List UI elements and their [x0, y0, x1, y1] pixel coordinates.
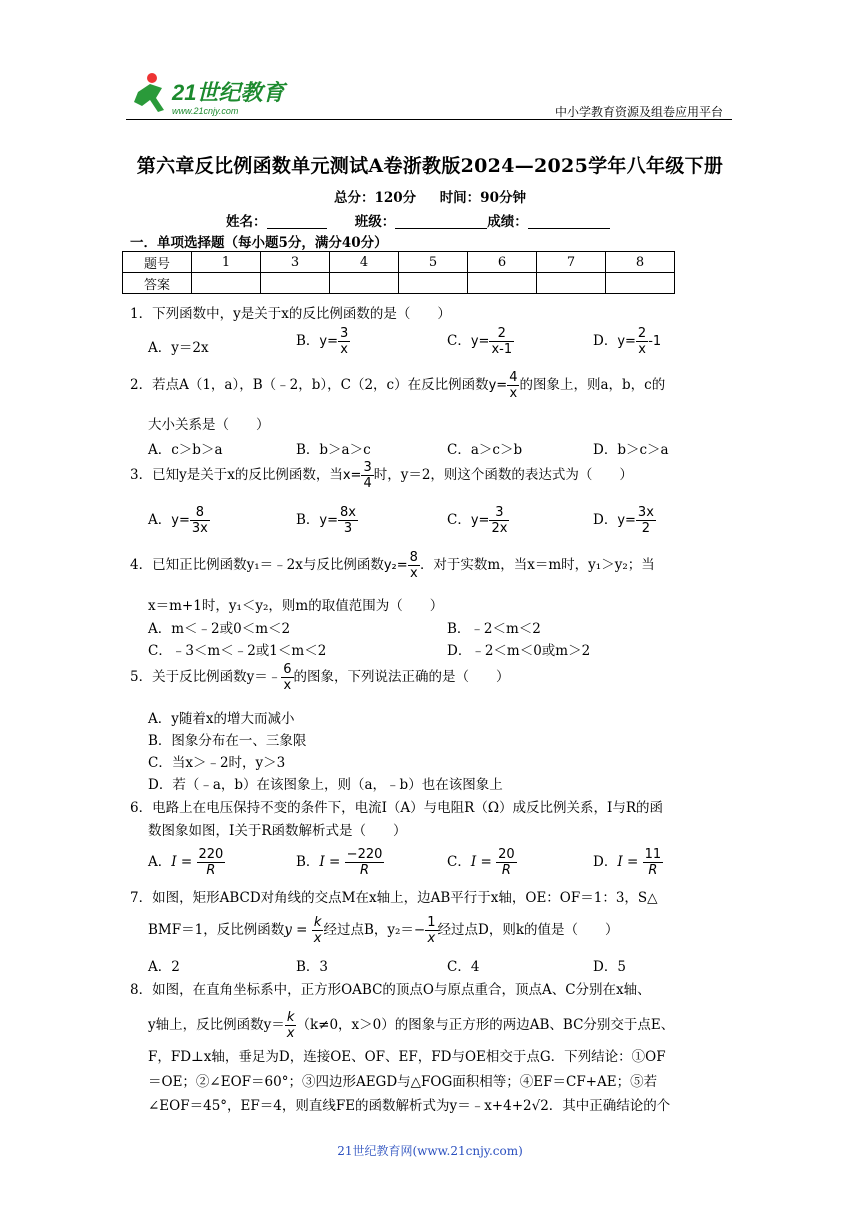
exam-time: 时间：90分钟 [439, 190, 526, 206]
header-divider [126, 119, 732, 120]
q1-option-b: B．y= $\frac{3}{x}$ [296, 326, 349, 357]
table-cell: 4 [330, 252, 399, 273]
q5-option-a: A．y随着x的增大而减小 [148, 711, 295, 727]
name-blank [267, 214, 327, 229]
table-row [123, 252, 675, 273]
q7-option-a: A．2 [148, 959, 180, 975]
table-cell: 7 [537, 252, 606, 273]
question-8-line5: ∠EOF＝45°，EF＝4，则直线FE的函数解析式为y＝﹣x+4+2√2．其中正确结论的个 [148, 1098, 671, 1114]
q2-option-d: D．b＞c＞a [593, 442, 669, 458]
question-8-line4: ＝OE；②∠EOF＝60°；③四边形AEGD与△FOG面积相等；④EF＝CF+AE；⑤若 [148, 1074, 658, 1090]
question-4-line2: x＝m+1时，y₁＜y₂，则m的取值范围为（ ） [148, 598, 444, 614]
question-1-stem: 1．下列函数中，y是关于x的反比例函数的是（ ） [130, 306, 451, 322]
q7-option-c: C．4 [447, 959, 480, 975]
class-blank [395, 214, 487, 229]
score-blank [528, 214, 610, 229]
q5-option-b: B．图象分布在一、三象限 [148, 733, 307, 749]
q4-option-d: D．﹣2＜m＜0或m＞2 [447, 643, 591, 659]
page-title: 第六章反比例函数单元测试A卷浙教版2024—2025学年八年级下册 [136, 155, 724, 177]
answer-cell[interactable] [468, 273, 537, 294]
logo-text: 21世纪教育 [172, 80, 285, 105]
question-7-line1: 7．如图，矩形ABCD对角线的交点M在x轴上，边AB平行于x轴，OE：OF＝1：3，S△ [130, 890, 658, 906]
table-cell: 1 [192, 252, 261, 273]
q2-option-a: A．c＞b＞a [148, 442, 223, 458]
question-3-stem: 3．已知y是关于x的反比例函数，当x= $\frac{3}{4}$ 时，y＝2，则这个函数的表达式为（ ） [130, 460, 633, 491]
answer-cell[interactable] [606, 273, 675, 294]
logo-url: www.21cnjy.com [172, 106, 239, 116]
table-cell: 5 [399, 252, 468, 273]
q4-option-a: A．m＜﹣2或0＜m＜2 [148, 621, 291, 637]
class-label: 班级： [354, 214, 396, 230]
q1-option-d: D．y= $\frac{2}{x}$ -1 [593, 326, 662, 357]
question-4-stem: 4．已知正比例函数y₁＝﹣2x与反比例函数y₂= $\frac{8}{x}$ ．对于实数m，当x＝m时，y₁＞y₂；当 [130, 550, 655, 581]
question-6-line1: 6．电路上在电压保持不变的条件下，电流I（A）与电阻R（Ω）成反比例关系，I与R的函 [130, 800, 664, 816]
table-cell: 6 [468, 252, 537, 273]
answer-cell[interactable] [330, 273, 399, 294]
q3-option-b: B．y= $\frac{8x}{3}$ [296, 505, 356, 536]
question-5-stem: 5．关于反比例函数y＝﹣ $\frac{6}{x}$ 的图象，下列说法正确的是（ ） [130, 662, 510, 693]
q7-option-b: B．3 [296, 959, 329, 975]
score-label: 成绩： [487, 214, 528, 230]
section-heading: 一．单项选择题（每小题5分，满分40分） [130, 235, 388, 251]
q1-option-a: A．y＝2x [148, 340, 209, 356]
total-score: 总分：120分 [334, 190, 417, 206]
student-info [226, 210, 610, 230]
answer-cell[interactable] [261, 273, 330, 294]
q3-option-a: A．y= $\frac{8}{3x}$ [148, 505, 208, 536]
question-8-line3: F，FD⊥x轴，垂足为D，连接OE、OF、EF，FD与OE相交于点G．下列结论：①OF [148, 1049, 666, 1065]
q3-option-d: D．y= $\frac{3x}{2}$ [593, 505, 654, 536]
q7-option-d: D．5 [593, 959, 626, 975]
table-cell: 答案 [123, 273, 192, 294]
question-2-stem: 2．若点A（1，a），B（﹣2，b），C（2，c）在反比例函数y= $\frac{4}{x}$ 的图象上，则a，b，c的 [130, 370, 666, 401]
table-row [123, 273, 675, 294]
q5-option-c: C．当x＞﹣2时，y＞3 [148, 755, 286, 771]
q5-option-d: D．若（﹣a，b）在该图象上，则（a，﹣b）也在该图象上 [148, 777, 503, 793]
answer-table [122, 251, 675, 294]
question-8-line1: 8．如图，在直角坐标系中，正方形OABC的顶点O与原点重合，顶点A、C分别在x轴、 [130, 982, 651, 998]
question-8-line2: y轴上，反比例函数y＝ $\frac{k}{x}$ （k≠0，x＞0）的图象与正方形的两边AB、BC分别交于点E、 [148, 1010, 675, 1041]
table-cell: 题号 [123, 252, 192, 273]
table-cell: 8 [606, 252, 675, 273]
q2-option-b: B．b＞a＞c [296, 442, 371, 458]
q4-option-c: C．﹣3＜m＜﹣2或1＜m＜2 [148, 643, 327, 659]
q3-option-c: C．y= $\frac{3}{2x}$ [447, 505, 508, 536]
q1-option-c: C．y= $\frac{2}{x-1}$ [447, 326, 513, 357]
q2-option-c: C．a＞c＞b [447, 442, 523, 458]
q6-option-c: C．I = $\frac{20}{R}$ [447, 847, 515, 878]
exam-info [0, 186, 860, 206]
question-7-line2: BMF＝1，反比例函数y = $\frac{k}{x}$ 经过点B，y₂＝− $\frac{1}{x}$ 经过点D，则k的值是（ ） [148, 915, 619, 946]
footer-link[interactable]: 21世纪教育网(www.21cnjy.com) [337, 1144, 523, 1158]
q4-option-b: B．﹣2＜m＜2 [447, 621, 541, 637]
q6-option-b: B．I = $\frac{-220}{R}$ [296, 847, 383, 878]
logo [128, 70, 298, 118]
q6-option-d: D．I = $\frac{11}{R}$ [593, 847, 662, 878]
name-label: 姓名： [226, 214, 267, 230]
runner-icon [134, 73, 164, 112]
question-2-line2: 大小关系是（ ） [148, 417, 270, 433]
answer-cell[interactable] [399, 273, 468, 294]
platform-label: 中小学教育资源及组卷应用平台 [554, 105, 723, 119]
answer-cell[interactable] [192, 273, 261, 294]
question-6-line2: 数图象如图，I关于R函数解析式是（ ） [148, 823, 407, 839]
answer-cell[interactable] [537, 273, 606, 294]
q6-option-a: A．I = $\frac{220}{R}$ [148, 847, 224, 878]
table-cell: 3 [261, 252, 330, 273]
